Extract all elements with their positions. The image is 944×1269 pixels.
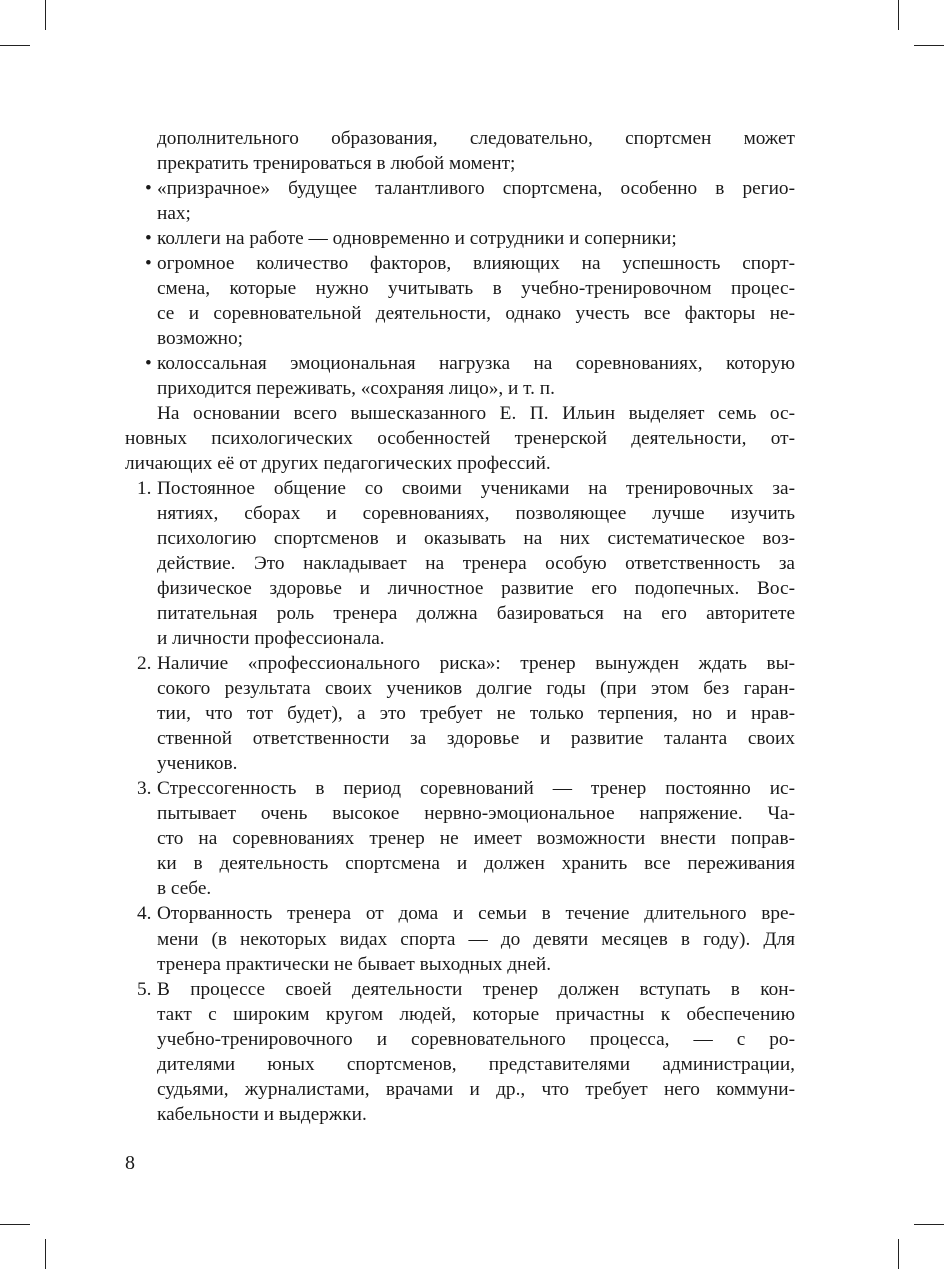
text-line: [157, 501, 795, 526]
line-text: Стрессогенность в период соревнований — тренер постоянно ис-: [157, 778, 795, 800]
bullet-icon: •: [145, 353, 152, 375]
line-text: колоссальная эмоциональная нагрузка на соревнованиях, которую: [157, 353, 795, 375]
line-text: судьями, журналистами, врачами и др., что требует него коммуни-: [157, 1078, 795, 1100]
line-text: приходится переживать, «сохраняя лицо», и т. п.: [157, 378, 555, 400]
bullet-icon: •: [145, 178, 152, 200]
line-text: ственной ответственности за здоровье и развитие таланта своих: [157, 728, 795, 750]
line-text: возможно;: [157, 328, 243, 350]
line-text: физическое здоровье и личностное развитие его подопечных. Вос-: [157, 578, 795, 600]
text-line: [157, 201, 795, 226]
text-line: [157, 751, 795, 776]
line-text: питательная роль тренера должна базироваться на его авторитете: [157, 603, 795, 625]
list-item: [125, 651, 795, 776]
line-text: нах;: [157, 203, 191, 225]
crop-mark: [45, 1239, 46, 1269]
line-text: новных психологических особенностей тренерской деятельности, от-: [125, 428, 795, 450]
line-text: Постоянное общение со своими учениками на тренировочных за-: [157, 478, 795, 500]
text-line: [157, 276, 795, 301]
page-number: 8: [125, 1152, 135, 1174]
crop-mark: [898, 0, 899, 30]
text-line: [157, 1027, 795, 1052]
line-text: «призрачное» будущее талантливого спортсмена, особенно в регио-: [157, 178, 795, 200]
line-text: дителями юных спортсменов, представителями администрации,: [157, 1053, 795, 1075]
list-item: [125, 476, 795, 651]
list-number: 1.: [137, 478, 152, 500]
text-line: [157, 526, 795, 551]
line-text: смена, которые нужно учитывать в учебно-тренировочном процес-: [157, 278, 795, 300]
text-line: [137, 776, 795, 801]
line-text: дополнительного образования, следовательно, спортсмен может: [157, 128, 795, 149]
line-text: тии, что тот будет), а это требует не только терпения, но и нрав-: [157, 703, 795, 725]
text-line: [157, 1052, 795, 1077]
bullet-icon: •: [145, 253, 152, 275]
text-line: [137, 901, 795, 926]
text-line: [157, 301, 795, 326]
line-text: мени (в некоторых видах спорта — до девяти месяцев в году). Для: [157, 928, 795, 950]
text-line: [157, 626, 795, 651]
line-text: личающих её от других педагогических профессий.: [125, 453, 551, 475]
list-item: [125, 351, 795, 401]
text-line: [157, 676, 795, 701]
list-item: [125, 176, 795, 226]
line-text: сто на соревнованиях тренер не имеет возможности внести поправ-: [157, 828, 795, 850]
text-line: [157, 601, 795, 626]
list-item-continuation: [125, 126, 795, 176]
list-number: 3.: [137, 778, 152, 800]
list-number: 5.: [137, 978, 152, 1000]
line-text: сокого результата своих учеников долгие годы (при этом без гаран-: [157, 678, 795, 700]
line-text: пытывает очень высокое нервно-эмоциональное напряжение. Ча-: [157, 803, 795, 825]
text-line: [157, 801, 795, 826]
line-text: такт с широким кругом людей, которые причастны к обеспечению: [157, 1003, 795, 1025]
list-item: [125, 226, 795, 251]
text-line: [157, 576, 795, 601]
list-item: [125, 901, 795, 976]
line-text: прекратить тренироваться в любой момент;: [157, 153, 516, 175]
paragraph: [125, 401, 795, 476]
line-text: Наличие «профессионального риска»: тренер вынужден ждать вы-: [157, 653, 795, 675]
text-line: [145, 351, 795, 376]
line-text: кабельности и выдержки.: [157, 1103, 367, 1125]
list-item: [125, 251, 795, 351]
text-line: [125, 451, 795, 476]
text-line: [157, 401, 795, 426]
text-line: [145, 226, 795, 251]
line-text: действие. Это накладывает на тренера особую ответственность за: [157, 553, 795, 575]
line-text: в себе.: [157, 878, 212, 900]
list-item: [125, 776, 795, 901]
line-text: учебно-тренировочного и соревновательного процесса, — с ро-: [157, 1028, 795, 1050]
line-text: и личности профессионала.: [157, 628, 385, 650]
crop-mark: [914, 1224, 944, 1225]
crop-mark: [45, 0, 46, 30]
crop-mark: [914, 45, 944, 46]
text-line: [157, 952, 795, 977]
line-text: коллеги на работе — одновременно и сотрудники и соперники;: [157, 228, 677, 250]
list-number: 4.: [137, 903, 152, 925]
text-line: [145, 176, 795, 201]
text-line: [157, 326, 795, 351]
line-text: се и соревновательной деятельности, однако учесть все факторы не-: [157, 303, 795, 325]
text-line: [157, 551, 795, 576]
text-line: [125, 426, 795, 451]
line-text: огромное количество факторов, влияющих на успешность спорт-: [157, 253, 795, 275]
list-item: [125, 977, 795, 1127]
text-line: [157, 927, 795, 952]
page-body: [125, 126, 795, 1127]
crop-mark: [0, 1224, 30, 1225]
line-text: ки в деятельность спортсмена и должен хранить все переживания: [157, 853, 795, 875]
line-text: тренера практически не бывает выходных дней.: [157, 953, 552, 975]
line-text: учеников.: [157, 753, 238, 775]
text-line: [157, 1077, 795, 1102]
text-line: [157, 376, 795, 401]
text-line: [157, 151, 795, 176]
text-line: [157, 726, 795, 751]
text-line: [157, 126, 795, 151]
line-text: На основании всего вышесказанного Е. П. Ильин выделяет семь ос-: [157, 403, 795, 425]
line-text: нятиях, сборах и соревнованиях, позволяющее лучше изучить: [157, 503, 795, 525]
line-text: психологию спортсменов и оказывать на них систематическое воз-: [157, 528, 795, 550]
text-line: [137, 651, 795, 676]
crop-mark: [0, 45, 30, 46]
text-line: [157, 876, 795, 901]
text-line: [157, 826, 795, 851]
text-line: [157, 1102, 795, 1127]
crop-mark: [898, 1239, 899, 1269]
line-text: Оторванность тренера от дома и семьи в течение длительного вре-: [157, 903, 795, 925]
line-text: В процессе своей деятельности тренер должен вступать в кон-: [157, 978, 795, 1000]
text-line: [137, 977, 795, 1002]
text-line: [137, 476, 795, 501]
text-line: [145, 251, 795, 276]
text-line: [157, 701, 795, 726]
text-line: [157, 851, 795, 876]
bullet-icon: •: [145, 228, 152, 250]
text-line: [157, 1002, 795, 1027]
list-number: 2.: [137, 653, 152, 675]
